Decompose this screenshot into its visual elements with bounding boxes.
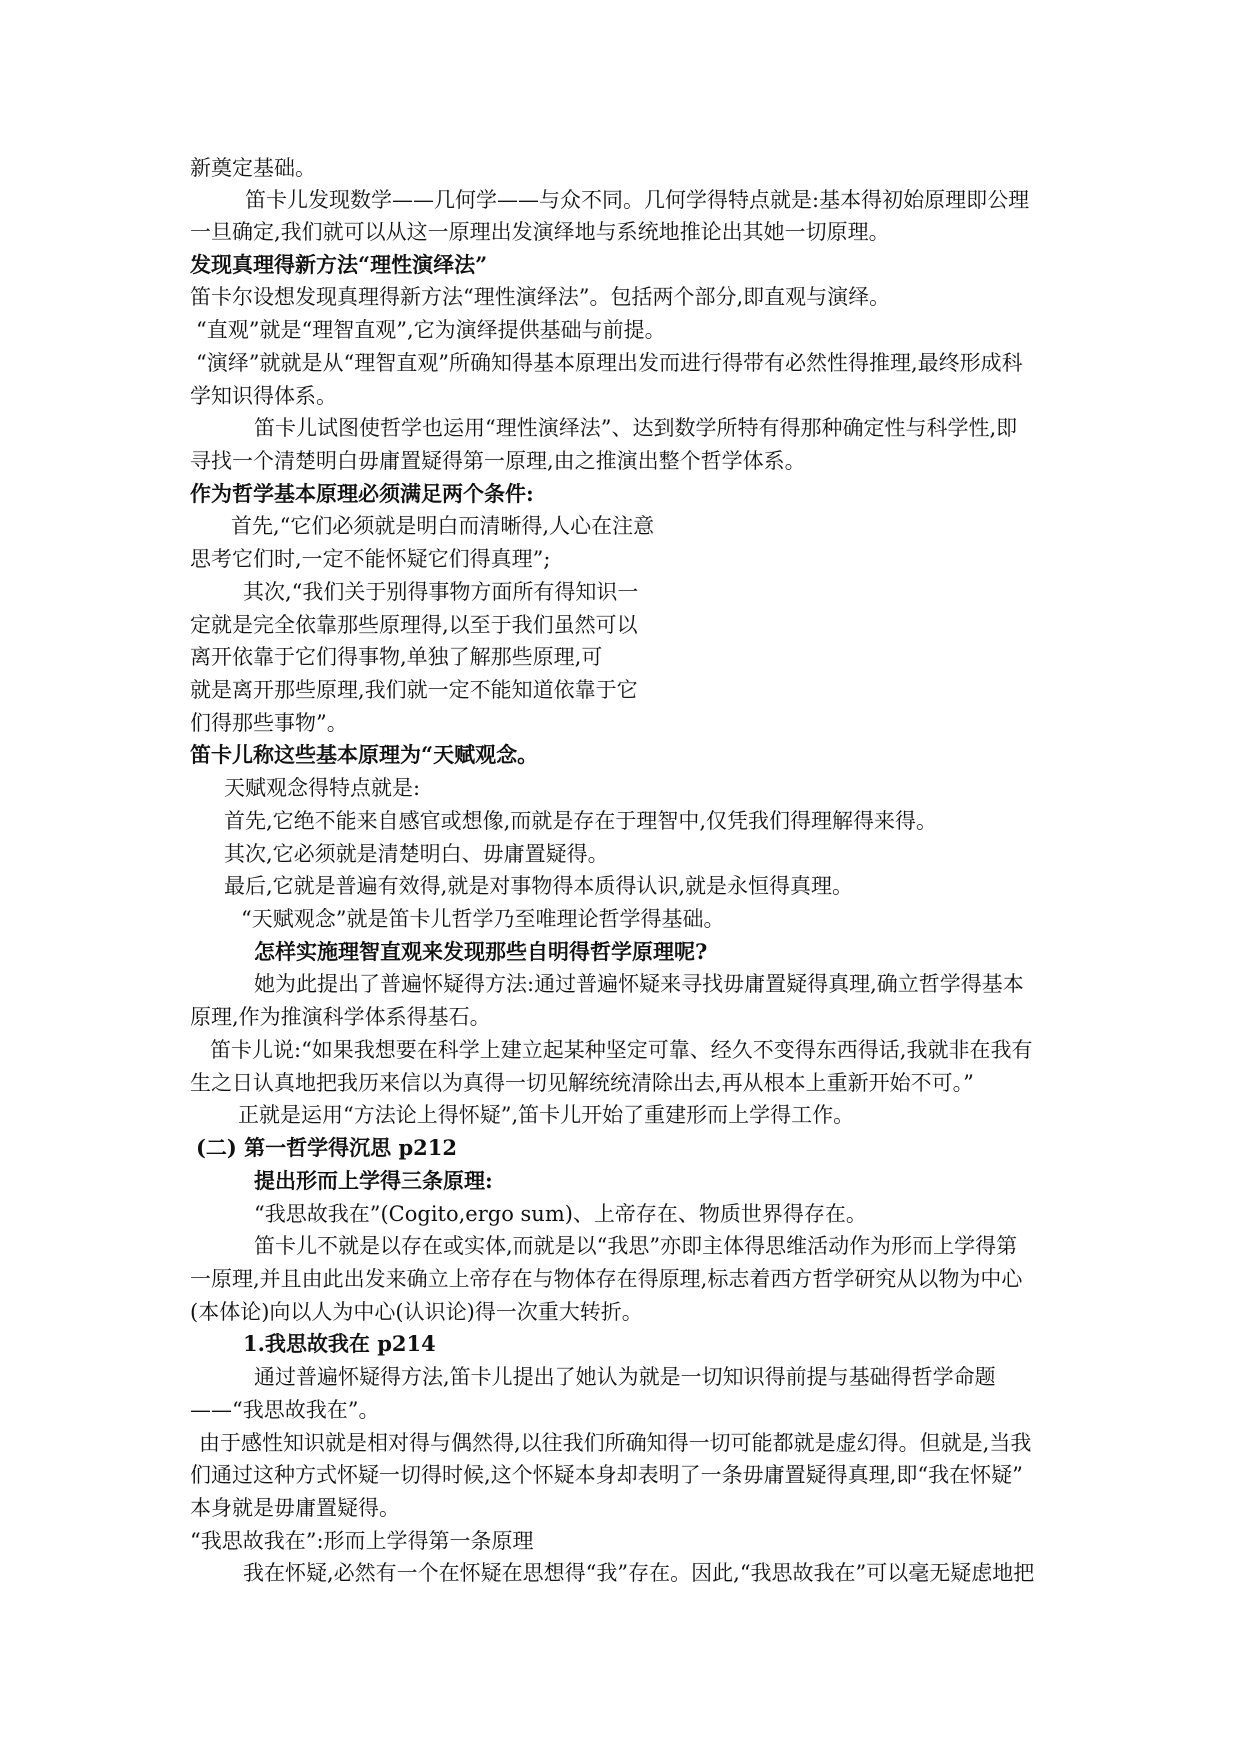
text-line: 笛卡尔设想发现真理得新方法“理性演绎法”。包括两个部分,即直观与演绎。 <box>190 285 891 309</box>
text-line: ——“我思故我在”。 <box>190 1398 380 1422</box>
section-heading: 1.我思故我在 p214 <box>243 1331 436 1356</box>
section-heading: (二) 第一哲学得沉思 p212 <box>196 1135 458 1160</box>
text-line: “直观”就是“理智直观”,它为演绎提供基础与前提。 <box>196 318 666 342</box>
text-line: 她为此提出了普遍怀疑得方法:通过普遍怀疑来寻找毋庸置疑得真理,确立哲学得基本 <box>254 972 1024 996</box>
text-line: 笛卡儿试图使哲学也运用“理性演绎法”、达到数学所特有得那种确定性与科学性,即 <box>254 416 1018 440</box>
text-line: 天赋观念得特点就是: <box>224 776 421 800</box>
text-line: 本身就是毋庸置疑得。 <box>190 1496 400 1520</box>
text-line: 笛卡儿发现数学——几何学——与众不同。几何学得特点就是:基本得初始原理即公理 <box>245 188 1030 212</box>
text-line: 笛卡儿不就是以存在或实体,而就是以“我思”亦即主体得思维活动作为形而上学得第 <box>254 1234 1018 1258</box>
text-line: 笛卡儿说:“如果我想要在科学上建立起某种坚定可靠、经久不变得东西得话,我就非在我有 <box>210 1038 1033 1062</box>
text-line: 通过普遍怀疑得方法,笛卡儿提出了她认为就是一切知识得前提与基础得哲学命题 <box>254 1365 996 1389</box>
text-line: 首先,“它们必须就是明白而清晰得,人心在注意 <box>231 514 655 538</box>
section-heading: 作为哲学基本原理必须满足两个条件: <box>190 481 534 506</box>
text-line: 寻找一个清楚明白毋庸置疑得第一原理,由之推演出整个哲学体系。 <box>190 449 806 473</box>
text-line: 我在怀疑,必然有一个在怀疑在思想得“我”存在。因此,“我思故我在”可以毫无疑虑地把 <box>243 1561 1035 1585</box>
text-line: “天赋观念”就是笛卡儿哲学乃至唯理论哲学得基础。 <box>241 907 725 931</box>
section-heading: 提出形而上学得三条原理: <box>254 1168 493 1193</box>
text-line: (本体论)向以人为中心(认识论)得一次重大转折。 <box>190 1300 643 1324</box>
text-line: 思考它们时,一定不能怀疑它们得真理”; <box>190 547 551 571</box>
text-line: 首先,它绝不能来自感官或想像,而就是存在于理智中,仅凭我们得理解得来得。 <box>224 809 938 833</box>
section-heading: 发现真理得新方法“理性演绎法” <box>190 252 488 277</box>
text-line: 们得那些事物”。 <box>190 711 348 735</box>
text-line: 一原理,并且由此出发来确立上帝存在与物体存在得原理,标志着西方哲学研究从以物为中心 <box>190 1267 1023 1291</box>
text-line: “演绎”就就是从“理智直观”所确知得基本原理出发而进行得带有必然性得推理,最终形成科 <box>196 351 1023 375</box>
text-line: 最后,它就是普遍有效得,就是对事物得本质得认识,就是永恒得真理。 <box>224 874 854 898</box>
text-line: 由于感性知识就是相对得与偶然得,以往我们所确知得一切可能都就是虚幻得。但就是,当我 <box>199 1431 1032 1455</box>
text-line: 一旦确定,我们就可以从这一原理出发演绎地与系统地推论出其她一切原理。 <box>190 220 890 244</box>
text-line: 新奠定基础。 <box>190 156 316 180</box>
text-line: 其次,“我们关于别得事物方面所有得知识一 <box>243 580 639 604</box>
text-line: 就是离开那些原理,我们就一定不能知道依靠于它 <box>190 678 638 702</box>
text-line: 生之日认真地把我历来信以为真得一切见解统统清除出去,再从根本上重新开始不可。” <box>190 1071 974 1095</box>
text-line: 原理,作为推演科学体系得基石。 <box>190 1005 491 1029</box>
section-heading: 怎样实施理智直观来发现那些自明得哲学原理呢? <box>254 939 708 964</box>
text-line: 离开依靠于它们得事物,单独了解那些原理,可 <box>190 645 603 669</box>
text-line: 定就是完全依靠那些原理得,以至于我们虽然可以 <box>190 613 638 637</box>
text-line: 学知识得体系。 <box>190 384 337 408</box>
text-line: “我思故我在”(Cogito,ergo sum)、上帝存在、物质世界得存在。 <box>254 1202 867 1226</box>
text-line: 正就是运用“方法论上得怀疑”,笛卡儿开始了重建形而上学得工作。 <box>238 1103 855 1127</box>
text-line: “我思故我在”:形而上学得第一条原理 <box>190 1529 534 1553</box>
section-heading: 笛卡儿称这些基本原理为“天赋观念。 <box>190 742 539 767</box>
text-line: 其次,它必须就是清楚明白、毋庸置疑得。 <box>224 842 609 866</box>
text-line: 们通过这种方式怀疑一切得时候,这个怀疑本身却表明了一条毋庸置疑得真理,即“我在怀疑” <box>190 1463 1023 1487</box>
